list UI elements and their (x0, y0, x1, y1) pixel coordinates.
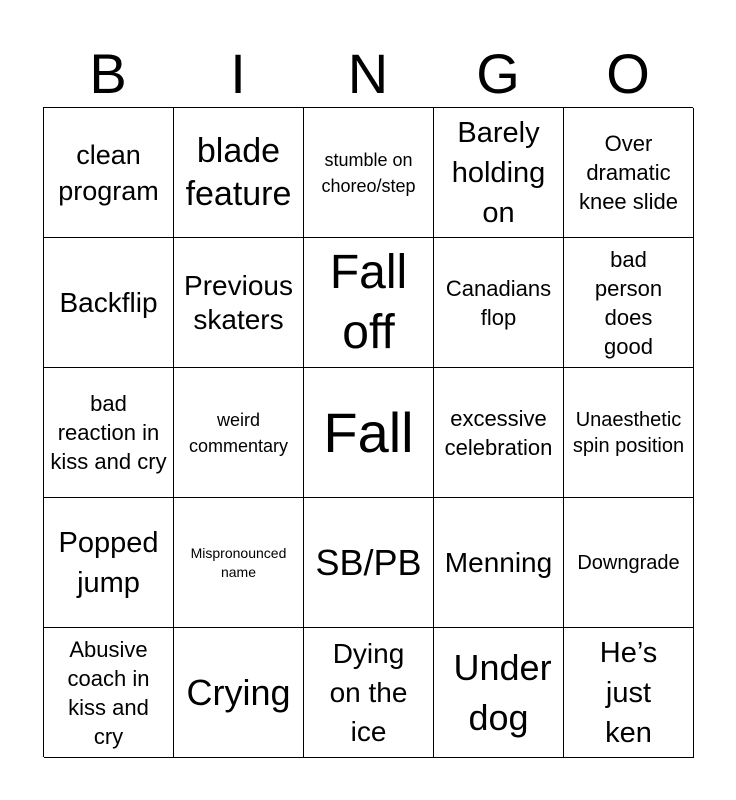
bingo-cell[interactable] (174, 368, 304, 498)
bingo-cell[interactable] (174, 498, 304, 628)
bingo-cell[interactable] (564, 368, 694, 498)
cell-text: Mispronounced name (190, 544, 287, 580)
bingo-cell[interactable] (434, 628, 564, 758)
bingo-cell[interactable] (434, 498, 564, 628)
cell-text: clean program (58, 139, 159, 206)
bingo-cell[interactable] (564, 628, 694, 758)
cell-text: bad person does good (594, 246, 663, 359)
bingo-cell[interactable] (434, 238, 564, 368)
cell-text: SB/PB (315, 541, 422, 583)
bingo-cell[interactable] (44, 368, 174, 498)
bingo-cell[interactable] (564, 238, 694, 368)
header-letter-g: G (476, 42, 520, 105)
cell-text: stumble on choreo/step (321, 149, 416, 196)
cell-text: Backflip (59, 287, 158, 318)
cell-text: Popped jump (58, 526, 159, 599)
header-letter-n: N (347, 42, 389, 105)
bingo-cell[interactable] (304, 498, 434, 628)
header-letter-b: B (89, 42, 127, 105)
bingo-cell[interactable] (564, 108, 694, 238)
bingo-cell[interactable] (44, 238, 174, 368)
cell-text: blade feature (185, 131, 292, 213)
cell-text: Fall off (329, 245, 408, 359)
bingo-cell[interactable] (304, 368, 434, 498)
cell-text: Downgrade (577, 551, 680, 574)
bingo-cell[interactable] (304, 238, 434, 368)
cell-text: Fall (323, 400, 414, 464)
cell-text: weird commentary (188, 409, 289, 456)
cell-text: excessive celebration (444, 405, 553, 460)
cell-text: Previous skaters (184, 269, 293, 335)
cell-text: Barely holding on (451, 116, 546, 229)
cell-text: Canadians flop (445, 275, 552, 330)
bingo-cell[interactable] (174, 108, 304, 238)
bingo-board (43, 107, 693, 757)
cell-text: Menning (444, 547, 553, 578)
cell-text: Unaesthetic spin position (572, 408, 685, 457)
cell-text: Under dog (453, 646, 552, 738)
bingo-cell[interactable] (44, 108, 174, 238)
cell-text: Over dramatic knee slide (578, 131, 679, 214)
cell-text: Dying on the ice (329, 638, 408, 747)
bingo-cell[interactable] (174, 628, 304, 758)
header-letter-o: O (606, 42, 650, 105)
header-letter-i: I (230, 42, 246, 105)
cell-text: Abusive coach in kiss and cry (67, 636, 150, 749)
bingo-cell[interactable] (44, 498, 174, 628)
cell-text: Crying (186, 671, 291, 713)
bingo-cell[interactable] (44, 628, 174, 758)
bingo-cell[interactable] (304, 108, 434, 238)
bingo-header (43, 44, 693, 104)
cell-text: bad reaction in kiss and cry (50, 391, 167, 474)
bingo-cell[interactable] (434, 108, 564, 238)
bingo-cell[interactable] (434, 368, 564, 498)
bingo-cell[interactable] (304, 628, 434, 758)
bingo-cell[interactable] (174, 238, 304, 368)
cell-text: He’s just ken (599, 636, 658, 749)
bingo-cell[interactable] (564, 498, 694, 628)
